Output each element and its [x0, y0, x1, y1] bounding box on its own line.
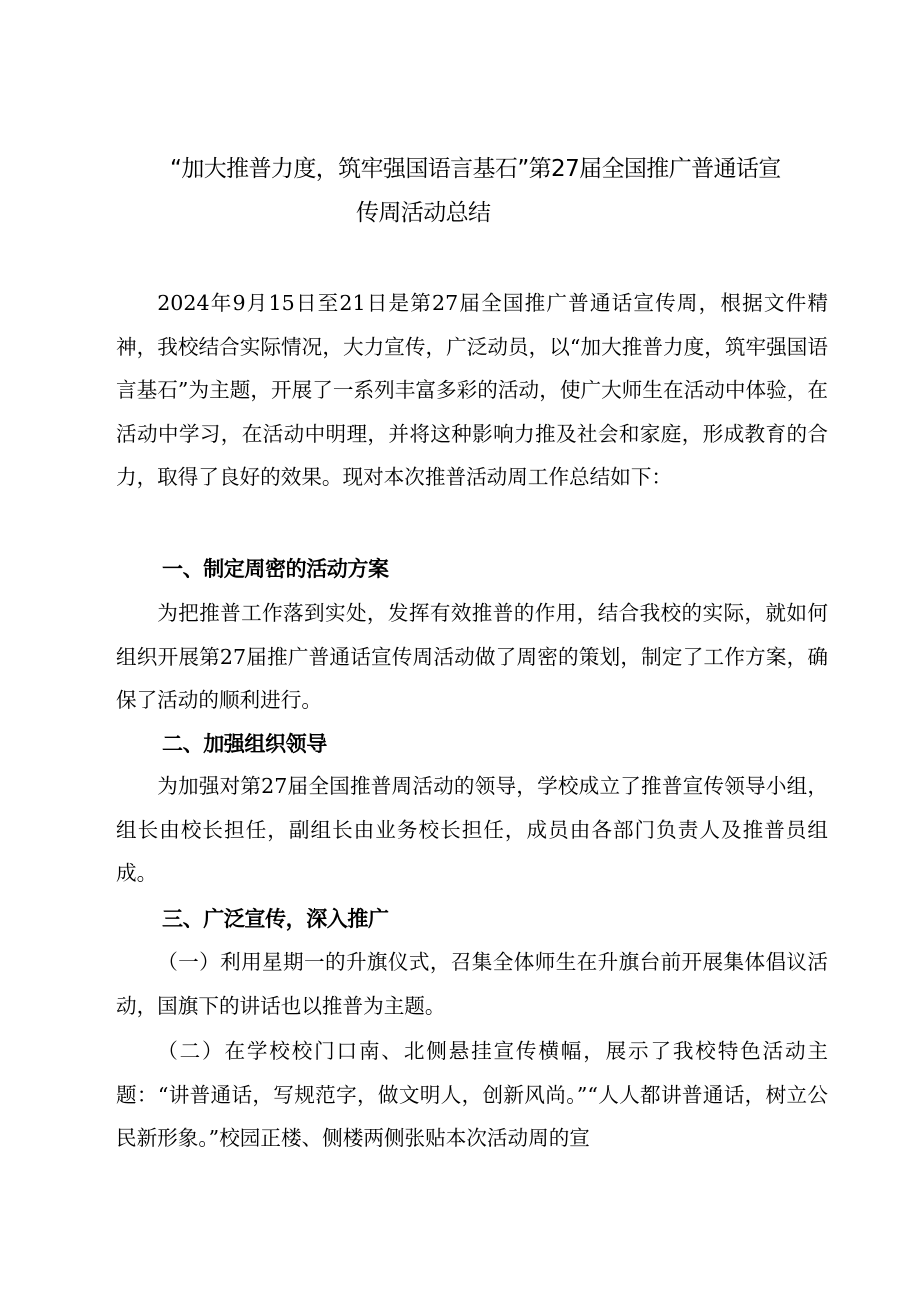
- section-2-paragraph-1: 为加强对第27届全国推普周活动的领导，学校成立了推普宣传领导小组，组长由校长担任，副组长由业务校长担任，成员由各部门负责人及推普员组成。: [116, 774, 828, 885]
- section-1-paragraph-1: 为把推普工作落到实处，发挥有效推普的作用，结合我校的实际，就如何组织开展第27届推广普通话宣传周活动做了周密的策划，制定了工作方案，确保了活动的顺利进行。: [116, 601, 828, 712]
- section-3-paragraph-1: （一）利用星期一的升旗仪式，召集全体师生在升旗台前开展集体倡议活动，国旗下的讲话也以推普为主题。: [116, 950, 828, 1018]
- section-heading-2: 二、加强组织领导: [162, 732, 327, 756]
- section-heading-1: 一、制定周密的活动方案: [162, 557, 389, 581]
- document-title-line-1: “加大推普力度，筑牢强国语言基石”第27届全国推广普通话宣: [170, 156, 781, 182]
- section-heading-3: 三、广泛宣传，深入推广: [162, 907, 389, 931]
- section-3-paragraph-2: （二）在学校校门口南、北侧悬挂宣传横幅，展示了我校特色活动主题：“讲普通话，写规范字，做文明人，创新风尚。”“人人都讲普通话，树立公民新形象。”校园正楼、侧楼两侧张贴本次活动周的宣: [116, 1039, 828, 1150]
- intro-paragraph: 2024年9月15日至21日是第27届全国推广普通话宣传周，根据文件精神，我校结合实际情况，大力宣传，广泛动员，以“加大推普力度，筑牢强国语言基石”为主题，开展了一系列丰富多彩的活动，使广大师生在活动中体验，在活动中学习，在活动中明理，并将这种影响力推及社会和家庭，形成教育的合力，取得了良好的效果。现对本次推普活动周工作总结如下：: [116, 291, 828, 489]
- document-title-line-2: 传周活动总结: [356, 200, 491, 226]
